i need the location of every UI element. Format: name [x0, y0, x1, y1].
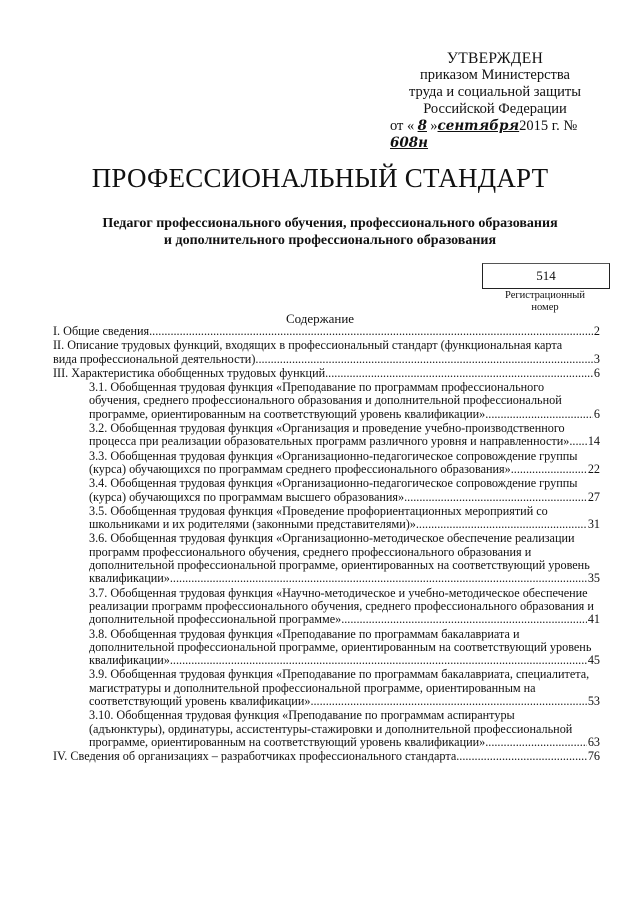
toc-leader-dots [255, 353, 593, 366]
registration-label-line-2: номер [531, 302, 559, 313]
toc-page-number: 53 [587, 694, 600, 709]
toc-entry-line: дополнительной профессиональной программе, ориентированных на соответствующий уровень [89, 558, 590, 573]
approval-block [380, 50, 610, 152]
toc-entry-line: квалификации» [89, 571, 170, 586]
toc-entry-final-line [89, 695, 600, 708]
toc-entry-line: II. Описание трудовых функций, входящих в профессиональный стандарт (функциональная карта [53, 338, 563, 353]
toc-leader-dots [310, 695, 586, 708]
toc-entry-final-line [89, 736, 600, 749]
toc-leader-dots [149, 325, 593, 338]
toc-entry-final-line [89, 463, 600, 476]
toc-entry-line: 3.9. Обобщенная трудовая функция «Преподавание по программам бакалавриата, специалитета, [89, 667, 590, 682]
toc-page-number: 76 [587, 749, 600, 764]
order-year: 2015 г. № [519, 118, 578, 134]
toc-entry [53, 532, 600, 585]
toc-entry-final-line [53, 353, 600, 366]
toc-entry-final-line [89, 613, 600, 626]
toc-entry-line: магистратуры и дополнительной профессиональной программе, ориентированным на [89, 680, 536, 695]
toc-entry-line: программе, ориентированным на соответствующий уровень квалификации» [89, 406, 486, 421]
approval-order-line [390, 118, 610, 152]
toc-entry-line: дополнительной профессиональной программе, ориентированным на соответствующий уровень [89, 639, 592, 654]
toc-leader-dots [569, 435, 586, 448]
toc-entry-line: реализации программ профессионального обучения, среднего профессионального образования и [89, 598, 594, 613]
toc-leader-dots [511, 463, 587, 476]
toc-entry-line: 3.1. Обобщенная трудовая функция «Преподавание по программам профессионального [89, 380, 545, 395]
toc-entry-line: I. Общие сведения [53, 324, 150, 338]
registration-number-box [482, 263, 610, 289]
toc-page-number: 14 [587, 434, 600, 449]
order-number: 608н [390, 135, 429, 151]
approval-line-1: приказом Министерства [420, 67, 570, 83]
toc-entry [53, 477, 600, 504]
toc-entry-line: квалификации» [89, 653, 170, 668]
toc-page-number: 27 [587, 489, 600, 504]
toc-entry-line: 3.2. Обобщенная трудовая функция «Организация и проведение учебно-производственного [89, 421, 565, 436]
toc-entry-line: программе, ориентированным на соответствующий уровень квалификации» [89, 734, 486, 749]
toc-leader-dots [341, 613, 587, 626]
order-month: сентября [437, 118, 520, 134]
toc-entry [53, 381, 600, 421]
toc-page-number: 45 [587, 653, 600, 668]
document-subtitle [60, 215, 600, 249]
toc-entry-final-line [89, 491, 600, 504]
toc-entry [53, 325, 600, 338]
toc-entry-line: дополнительной профессиональной программе» [89, 612, 342, 627]
toc-entry-final-line [89, 654, 600, 667]
toc-entry-line: соответствующий уровень квалификации» [89, 694, 311, 709]
toc-entry-final-line [89, 435, 600, 448]
toc-page-number: 35 [587, 571, 600, 586]
order-prefix: от « [390, 118, 415, 134]
toc-entry-final-line [89, 408, 600, 421]
toc-entry-line: (курса) обучающихся по программам среднего профессионального образования» [89, 461, 511, 476]
toc-entry-line: 3.3. Обобщенная трудовая функция «Организационно-педагогическое сопровождение группы [89, 448, 578, 463]
toc-title: Содержание [285, 311, 355, 326]
toc-entry-line: 3.6. Обобщенная трудовая функция «Организационно-методическое обеспечение реализации [89, 531, 575, 546]
toc-page-number: 6 [593, 365, 600, 380]
toc-entry-line: школьниками и их родителями (законными представителями)» [89, 517, 416, 532]
toc-page-number: 6 [593, 406, 600, 421]
toc-entry-line: 3.5. Обобщенная трудовая функция «Проведение профориентационных мероприятий со [89, 503, 548, 518]
toc-page-number: 63 [587, 734, 600, 749]
toc-entry-line: 3.4. Обобщенная трудовая функция «Организационно-педагогическое сопровождение группы [89, 476, 578, 491]
approval-line-2: труда и социальной защиты [409, 84, 581, 100]
toc-page-number: 41 [587, 612, 600, 627]
toc-page-number: 2 [593, 324, 600, 338]
subtitle-line-2: и дополнительного профессионального образования [163, 233, 497, 248]
order-separator: » [430, 118, 438, 134]
toc-entry-final-line [89, 518, 600, 531]
toc-entry [53, 339, 600, 366]
toc-leader-dots [456, 750, 587, 763]
toc-entry-line: (курса) обучающихся по программам высшего образования» [89, 489, 405, 504]
approval-heading: УТВЕРЖДЕН [446, 50, 544, 67]
toc-entry [53, 505, 600, 532]
toc-entry-line: 3.7. Обобщенная трудовая функция «Научно-методическое и учебно-методическое обеспечение [89, 585, 588, 600]
registration-number: 514 [536, 268, 556, 283]
toc-leader-dots [416, 518, 587, 531]
document-title: ПРОФЕССИОНАЛЬНЫЙ СТАНДАРТ [91, 163, 549, 193]
toc-leader-dots [404, 491, 587, 504]
toc-entry-line: III. Характеристика обобщенных трудовых функций [53, 365, 326, 380]
toc-entry [53, 450, 600, 477]
toc-page-number: 31 [587, 517, 600, 532]
toc-entry [53, 422, 600, 449]
toc-page-number: 3 [593, 351, 600, 366]
toc-entry [53, 668, 600, 708]
toc-entry-final-line [53, 750, 600, 763]
toc-page-number: 22 [587, 461, 600, 476]
toc-entry-line: IV. Сведения об организациях – разработчиках профессионального стандарта [53, 749, 457, 764]
toc-entry [53, 367, 600, 380]
toc-entry-line: 3.8. Обобщенная трудовая функция «Преподавание по программам бакалавриата и [89, 626, 520, 641]
toc-entry-line: вида профессиональной деятельности) [53, 351, 256, 366]
toc-entry-final-line [53, 325, 600, 338]
toc-entry-line: процесса при реализации образовательных программ различного уровня и направленности» [89, 434, 570, 449]
toc-entry-line: обучения, среднего профессионального образования и дополнительной профессиональной [89, 393, 562, 408]
toc-leader-dots [170, 572, 587, 585]
toc-entry [53, 628, 600, 668]
toc-entry [53, 587, 600, 627]
toc-entry [53, 750, 600, 763]
toc-entry [53, 709, 600, 749]
toc-leader-dots [485, 736, 587, 749]
toc-leader-dots [325, 367, 593, 380]
toc-leader-dots [485, 408, 593, 421]
toc-entry-line: (адъюнктуры), ординатуры, ассистентуры-стажировки и дополнительной профессиональной [89, 721, 573, 736]
toc-entry-line: программ профессионального обучения, среднего профессионального образования и [89, 544, 532, 559]
approval-line-3: Российской Федерации [423, 101, 567, 117]
order-day: 8 [417, 118, 427, 134]
registration-label-line-1: Регистрационный [505, 290, 585, 301]
toc-entry-final-line [89, 572, 600, 585]
toc-entry-final-line [53, 367, 600, 380]
toc-entry-line: 3.10. Обобщенная трудовая функция «Преподавание по программам аспирантуры [89, 708, 515, 723]
table-of-contents [53, 325, 600, 765]
subtitle-line-1: Педагог профессионального обучения, профессионального образования [102, 216, 558, 231]
toc-leader-dots [170, 654, 587, 667]
